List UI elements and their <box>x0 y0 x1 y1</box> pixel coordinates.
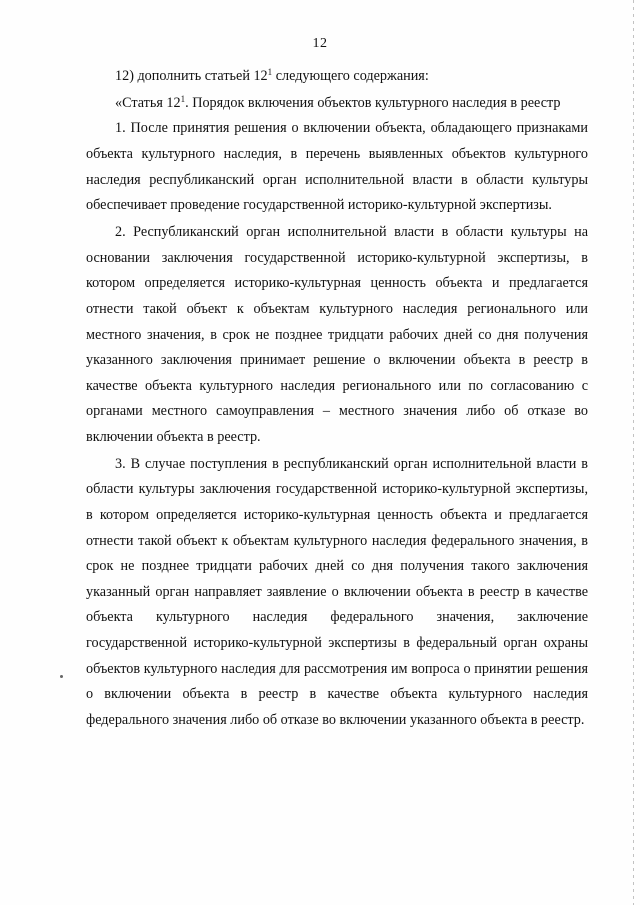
article-heading-text: «Статья 12 <box>115 94 181 111</box>
paragraph-2: 2. Республиканский орган исполнительной власти в области культуры на основании заключения государственной историко-культурной экспертизы, в котором определяется историко-культурная ценность объекта и предлагается отнести такой объект к объектам культурного наследия регионального или местного значения, в срок не позднее тридцати рабочих дней со дня получения указанного заключения принимает решение о включении объекта в реестр в качестве объекта культурного наследия регионального или по согласованию с органами местного самоуправления – местного значения либо об отказе во включении объекта в реестр. <box>86 224 588 445</box>
amendment-intro-tail: следующего содержания: <box>272 68 429 84</box>
article-heading <box>86 91 588 117</box>
margin-speck <box>60 675 63 678</box>
page-number: 12 <box>312 36 328 51</box>
paragraph-1: 1. После принятия решения о включении объекта, обладающего признаками объекта культурного наследия, в перечень выявленных объектов культурного наследия республиканский орган исполнительной власти в области культуры обеспечивает проведение государственной историко-культурной экспертизы. <box>86 120 588 214</box>
article-heading-title: . Порядок включения объектов культурного наследия в реестр <box>185 94 561 111</box>
scan-edge-artifact <box>633 0 634 905</box>
amendment-intro <box>86 64 588 90</box>
amendment-intro-text: 12) дополнить статьей 12 <box>115 68 268 84</box>
paragraph-3: 3. В случае поступления в республиканский орган исполнительной власти в области культуры заключения государственной историко-культурной экспертизы, в котором определяется историко-культурная ценность объекта и предлагается отнести такой объект к объектам культурного наследия федерального значения, в срок не позднее тридцати рабочих дней со дня получения такого заключения указанный орган направляет заявление о включении объекта в реестр в качестве объекта культурного наследия федерального значения, заключение государственной историко-культурной экспертизы в федеральный орган охраны объектов культурного наследия для рассмотрения им вопроса о принятии решения о включении объекта в реестр в качестве объекта культурного наследия федерального значения либо об отказе во включении указанного объекта в реестр. <box>86 455 588 728</box>
article-heading-superscript: 1 <box>180 93 186 104</box>
document-body <box>86 64 588 735</box>
amendment-superscript: 1 <box>267 67 273 77</box>
